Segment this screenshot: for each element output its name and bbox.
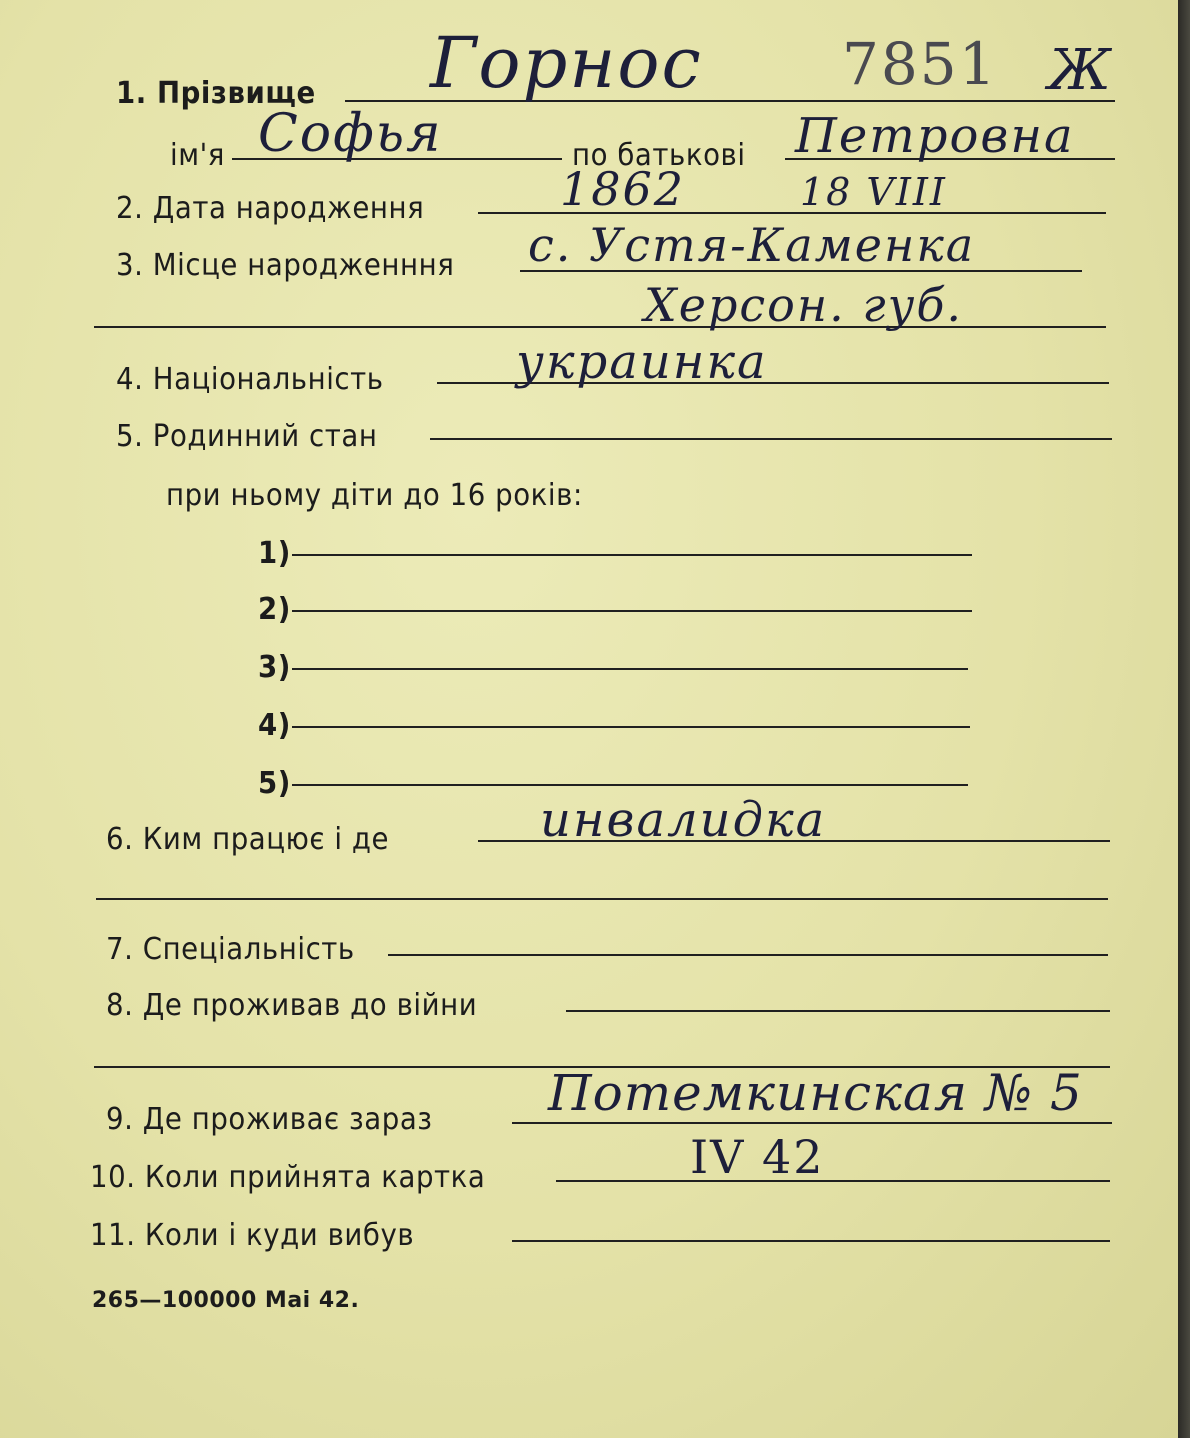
- specialty-line: [388, 954, 1108, 956]
- birth-year: 1862: [560, 162, 686, 216]
- marital-status-label: 5. Родинний стан: [116, 419, 378, 454]
- nationality-value: украинка: [516, 334, 768, 390]
- surname-label: 1. Прізвище: [116, 76, 316, 111]
- current-residence-label: 9. Де проживає зараз: [106, 1102, 433, 1137]
- card-edge-background: [1178, 0, 1190, 1438]
- departed-label: 11. Коли і куди вибув: [90, 1218, 415, 1253]
- child-3-label: 3): [258, 650, 291, 685]
- child-5-label: 5): [258, 766, 291, 801]
- occupation-line-2: [96, 898, 1108, 900]
- current-residence-value: Потемкинская № 5: [548, 1064, 1083, 1122]
- departed-line: [512, 1240, 1110, 1242]
- child-1-line: [292, 554, 972, 556]
- current-residence-line: [512, 1122, 1112, 1124]
- sex-mark: Ж: [1048, 38, 1113, 103]
- birth-place-label: 3. Місце народженння: [116, 248, 455, 283]
- card-accepted-label: 10. Коли прийнята картка: [90, 1160, 486, 1195]
- child-4-label: 4): [258, 708, 291, 743]
- children-label: при ньому діти до 16 років:: [166, 478, 583, 513]
- birth-date-label: 2. Дата народження: [116, 191, 425, 226]
- surname-value: Горнос: [430, 22, 703, 104]
- patronymic-label: по батькові: [572, 138, 746, 173]
- child-5-line: [292, 784, 968, 786]
- child-3-line: [292, 668, 968, 670]
- patronymic-value: Петровна: [795, 108, 1075, 164]
- birth-place-value-2: Херсон. губ.: [644, 278, 964, 332]
- child-4-line: [292, 726, 970, 728]
- birth-place-value-1: с. Устя-Каменка: [528, 218, 976, 272]
- card-accepted-value: IV 42: [690, 1130, 825, 1184]
- card-accepted-line: [556, 1180, 1110, 1182]
- file-number: 7851: [842, 30, 998, 98]
- occupation-value: инвалидка: [540, 792, 827, 848]
- marital-status-line: [430, 438, 1112, 440]
- specialty-label: 7. Спеціальність: [106, 932, 355, 967]
- prewar-residence-line: [566, 1010, 1110, 1012]
- nationality-label: 4. Національність: [116, 362, 384, 397]
- child-1-label: 1): [258, 536, 291, 571]
- name-value: Софья: [258, 104, 443, 164]
- occupation-label: 6. Ким працює і де: [106, 822, 390, 857]
- prewar-residence-label: 8. Де проживав до війни: [106, 988, 478, 1023]
- child-2-line: [292, 610, 972, 612]
- name-label: ім'я: [170, 138, 225, 173]
- birth-day: 18 VIII: [800, 170, 947, 214]
- child-2-label: 2): [258, 592, 291, 627]
- print-imprint: 265—100000 Mai 42.: [92, 1288, 360, 1313]
